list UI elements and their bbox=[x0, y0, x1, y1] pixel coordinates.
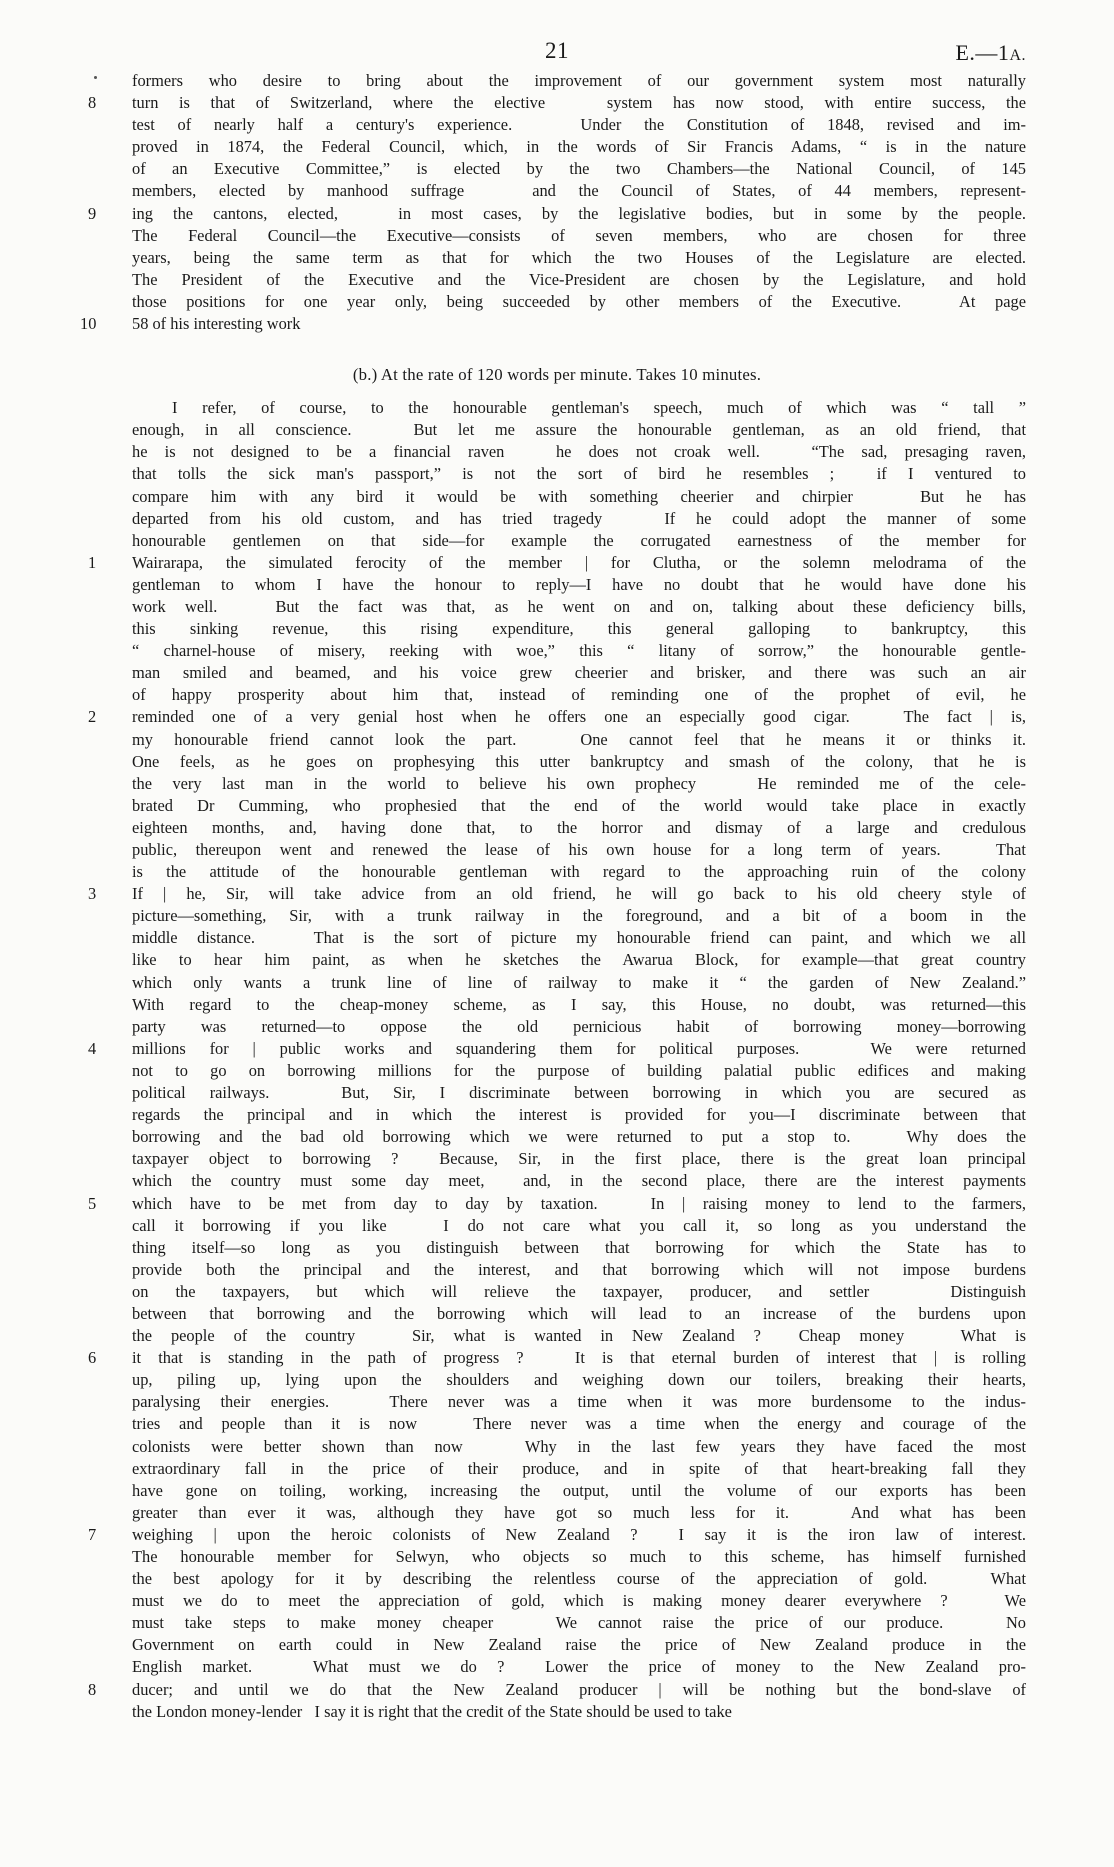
line-text: party was returned—to oppose the old pernicious habit of borrowing money—borrowing bbox=[132, 1016, 1026, 1036]
line-text: eighteen months, and, having done that, to the horror and dismay of a large and credulous bbox=[132, 817, 1026, 837]
text-line bbox=[132, 596, 1026, 618]
line-marker: 8 bbox=[88, 1679, 97, 1699]
text-line bbox=[132, 1612, 1026, 1634]
text-line bbox=[132, 291, 1026, 313]
text-line bbox=[132, 1303, 1026, 1325]
text-line bbox=[132, 269, 1026, 291]
text-line bbox=[132, 618, 1026, 640]
text-line bbox=[132, 508, 1026, 530]
line-text: test of nearly half a century's experience. Under the Constitution of 1848, revised and im- bbox=[132, 115, 1026, 135]
line-text: years, being the same term as that for which the two Houses of the Legislature are elected. bbox=[132, 247, 1026, 267]
line-marker: 6 bbox=[88, 1348, 97, 1368]
line-text: which have to be met from day to day by taxation. In | raising money to lend to the farmers, bbox=[132, 1193, 1026, 1213]
line-text: not to go on borrowing millions for the purpose of building palatial public edifices and making bbox=[132, 1060, 1026, 1080]
line-text: 58 of his interesting work bbox=[132, 314, 301, 334]
text-line bbox=[132, 684, 1026, 706]
line-text: I refer, of course, to the honourable gentleman's speech, much of which was “ tall ” bbox=[172, 398, 1026, 418]
line-text: If | he, Sir, will take advice from an old friend, he will go back to his old cheery style of bbox=[132, 884, 1026, 904]
line-text: extraordinary fall in the price of their produce, and in spite of that heart-breaking fall they bbox=[132, 1458, 1026, 1478]
line-text: ing the cantons, elected, in most cases, by the legislative bodies, but in some by the people. bbox=[132, 203, 1026, 223]
line-text: millions for | public works and squandering them for political purposes. We were returned bbox=[132, 1038, 1026, 1058]
line-text: provide both the principal and the interest, and that borrowing which will not impose burdens bbox=[132, 1259, 1026, 1279]
text-line bbox=[132, 1436, 1026, 1458]
text-line bbox=[132, 136, 1026, 158]
line-text: man smiled and beamed, and his voice grew cheerier and brisker, and there was such an air bbox=[132, 663, 1026, 683]
text-line bbox=[132, 1237, 1026, 1259]
line-text: Government on earth could in New Zealand raise the price of New Zealand produce in the bbox=[132, 1635, 1026, 1655]
page-number: 21 bbox=[545, 38, 569, 63]
line-text: brated Dr Cumming, who prophesied that the end of the world would take place in exactly bbox=[132, 795, 1026, 815]
text-line bbox=[88, 1679, 1026, 1701]
line-text: gentleman to whom I have the honour to reply—I have no doubt that he would have done his bbox=[132, 574, 1026, 594]
text-line bbox=[132, 463, 1026, 485]
line-text: like to hear him paint, as when he sketches the Awarua Block, for example—that great country bbox=[132, 950, 1026, 970]
line-text: of an Executive Committee,” is elected by the two Chambers—the National Council, of 145 bbox=[132, 159, 1026, 179]
text-line bbox=[88, 883, 1026, 905]
line-text: regards the principal and in which the interest is provided for you—I discriminate between that bbox=[132, 1105, 1026, 1125]
text-line bbox=[132, 486, 1026, 508]
section-one-lines bbox=[80, 70, 1026, 335]
text-line bbox=[132, 114, 1026, 136]
line-text: The President of the Executive and the Vice-President are chosen by the Legislature, and hold bbox=[132, 269, 1026, 289]
line-text: ducer; and until we do that the New Zealand producer | will be nothing but the bond-slave of bbox=[132, 1679, 1026, 1699]
line-text: turn is that of Switzerland, where the elective system has now stood, with entire success, the bbox=[132, 93, 1026, 113]
text-line bbox=[132, 905, 1026, 927]
line-text: must take steps to make money cheaper We cannot raise the price of our produce. No bbox=[132, 1613, 1026, 1633]
text-line bbox=[88, 203, 1026, 225]
text-line bbox=[80, 313, 1026, 335]
line-text: borrowing and the bad old borrowing which we were returned to put a stop to. Why does the bbox=[132, 1127, 1026, 1147]
text-line bbox=[132, 773, 1026, 795]
line-text: weighing | upon the heroic colonists of New Zealand ? I say it is the iron law of interest. bbox=[132, 1524, 1026, 1544]
line-text: reminded one of a very genial host when he offers one an especially good cigar. The fact | is, bbox=[132, 707, 1026, 727]
line-text: the people of the country Sir, what is wanted in New Zealand ? Cheap money What is bbox=[132, 1326, 1026, 1346]
text-line bbox=[132, 1391, 1026, 1413]
text-line bbox=[132, 441, 1026, 463]
line-text: he is not designed to be a financial raven he does not croak well. “The sad, presaging raven, bbox=[132, 442, 1026, 462]
line-marker: 2 bbox=[88, 707, 97, 727]
line-text: that tolls the sick man's passport,” is not the sort of bird he resembles ; if I ventured to bbox=[132, 464, 1026, 484]
section-subheading: (b.) At the rate of 120 words per minute. Takes 10 minutes. bbox=[352, 365, 762, 385]
doc-ref-main: E.—1 bbox=[955, 40, 1010, 65]
line-text: formers who desire to bring about the improvement of our government system most naturally bbox=[132, 71, 1026, 90]
text-line bbox=[132, 1104, 1026, 1126]
line-text: middle distance. That is the sort of picture my honourable friend can paint, and which we all bbox=[132, 928, 1026, 948]
section-two-block bbox=[88, 397, 1026, 1723]
text-line bbox=[132, 1502, 1026, 1524]
text-line bbox=[132, 662, 1026, 684]
line-text: is the attitude of the honourable gentleman with regard to the approaching ruin of the colony bbox=[132, 862, 1026, 882]
text-line bbox=[132, 1082, 1026, 1104]
line-text: political railways. But, Sir, I discriminate between borrowing in which you are secured as bbox=[132, 1083, 1026, 1103]
section-one-block bbox=[80, 70, 1026, 335]
text-line bbox=[132, 1656, 1026, 1678]
text-line bbox=[132, 795, 1026, 817]
line-text: have gone on toiling, working, increasing the output, until the volume of our exports has been bbox=[132, 1480, 1026, 1500]
line-text: members, elected by manhood suffrage and the Council of States, of 44 members, represent- bbox=[132, 181, 1026, 201]
text-line bbox=[132, 972, 1026, 994]
line-text: paralysing their energies. There never was a time when it was more burdensome to the indus- bbox=[132, 1392, 1026, 1412]
text-line bbox=[132, 949, 1026, 971]
text-line bbox=[132, 1458, 1026, 1480]
line-text: work well. But the fact was that, as he went on and on, talking about these deficiency bills, bbox=[132, 596, 1026, 616]
text-line bbox=[132, 70, 1026, 92]
text-line bbox=[88, 706, 1026, 728]
text-line bbox=[132, 1126, 1026, 1148]
text-line bbox=[132, 530, 1026, 552]
text-line bbox=[132, 927, 1026, 949]
line-text: One feels, as he goes on prophesying this utter bankruptcy and smash of the colony, that he is bbox=[132, 751, 1026, 771]
line-marker: 7 bbox=[88, 1524, 97, 1544]
text-line bbox=[88, 1038, 1026, 1060]
section-two-lines bbox=[88, 397, 1026, 1723]
line-text: those positions for one year only, being succeeded by other members of the Executive. At page bbox=[132, 291, 1026, 311]
line-marker: 8 bbox=[88, 93, 97, 113]
line-text: greater than ever it was, although they have got so much less for it. And what has been bbox=[132, 1502, 1026, 1522]
line-text: must we do to meet the appreciation of gold, which is making money dearer everywhere ? We bbox=[132, 1591, 1026, 1611]
line-text: picture—something, Sir, with a trunk railway in the foreground, and a bit of a boom in the bbox=[132, 906, 1026, 926]
line-marker: 10 bbox=[80, 314, 97, 334]
line-text: thing itself—so long as you distinguish between that borrowing for which the State has to bbox=[132, 1237, 1026, 1257]
text-line bbox=[88, 552, 1026, 574]
line-text: tries and people than it is now There never was a time when the energy and courage of the bbox=[132, 1414, 1026, 1434]
text-line bbox=[132, 1148, 1026, 1170]
line-text: which only wants a trunk line of line of railway to make it “ the garden of New Zealand.” bbox=[132, 972, 1026, 992]
line-text: “ charnel-house of misery, reeking with woe,” this “ litany of sorrow,” the honourable gentle- bbox=[132, 641, 1026, 661]
text-line bbox=[132, 817, 1026, 839]
text-line bbox=[132, 1701, 1026, 1723]
text-line bbox=[132, 1546, 1026, 1568]
line-text: it that is standing in the path of progress ? It is that eternal burden of interest that | is rolling bbox=[132, 1348, 1026, 1368]
text-line bbox=[88, 92, 1026, 114]
text-line bbox=[132, 397, 1026, 419]
text-line bbox=[132, 1215, 1026, 1237]
line-text: this sinking revenue, this rising expenditure, this general galloping to bankruptcy, this bbox=[132, 619, 1026, 639]
page-header bbox=[88, 0, 1026, 70]
line-text: the very last man in the world to believe his own prophecy He reminded me of the cele- bbox=[132, 773, 1026, 793]
text-line bbox=[132, 1016, 1026, 1038]
line-text: call it borrowing if you like I do not care what you call it, so long as you understand the bbox=[132, 1215, 1026, 1235]
text-line bbox=[132, 158, 1026, 180]
text-line bbox=[132, 180, 1026, 202]
text-line bbox=[132, 1281, 1026, 1303]
line-text: proved in 1874, the Federal Council, which, in the words of Sir Francis Adams, “ is in the nature bbox=[132, 137, 1026, 157]
line-text: the London money-lender I say it is right that the credit of the State should be used to take bbox=[132, 1701, 732, 1721]
text-line bbox=[132, 640, 1026, 662]
line-text: taxpayer object to borrowing ? Because, Sir, in the first place, there is the great loan principal bbox=[132, 1149, 1026, 1169]
line-marker: 9 bbox=[88, 203, 97, 223]
line-marker: 4 bbox=[88, 1038, 97, 1058]
line-text: With regard to the cheap-money scheme, as I say, this House, no doubt, was returned—this bbox=[132, 994, 1026, 1014]
text-line bbox=[132, 751, 1026, 773]
line-text: The honourable member for Selwyn, who objects so much to this scheme, has himself furnished bbox=[132, 1547, 1026, 1566]
page-body bbox=[80, 70, 1026, 1723]
text-line bbox=[88, 1193, 1026, 1215]
text-line bbox=[132, 1568, 1026, 1590]
line-text: The Federal Council—the Executive—consists of seven members, who are chosen for three bbox=[132, 225, 1026, 245]
text-line bbox=[132, 994, 1026, 1016]
text-line bbox=[132, 1259, 1026, 1281]
text-line bbox=[132, 1634, 1026, 1656]
text-line bbox=[88, 1524, 1026, 1546]
line-text: Wairarapa, the simulated ferocity of the member | for Clutha, or the solemn melodrama of the bbox=[132, 552, 1026, 572]
line-text: departed from his old custom, and has tried tragedy If he could adopt the manner of some bbox=[132, 508, 1026, 528]
line-text: on the taxpayers, but which will relieve the taxpayer, producer, and settler Distinguish bbox=[132, 1281, 1026, 1301]
line-marker: 1 bbox=[88, 552, 97, 572]
text-line bbox=[132, 1369, 1026, 1391]
line-text: honourable gentlemen on that side—for example the corrugated earnestness of the member for bbox=[132, 530, 1026, 550]
line-text: compare him with any bird it would be with something cheerier and chirpier But he has bbox=[132, 486, 1026, 506]
text-line bbox=[132, 225, 1026, 247]
text-line bbox=[132, 1590, 1026, 1612]
line-text: up, piling up, lying upon the shoulders and weighing down our toilers, breaking their hearts, bbox=[132, 1370, 1026, 1390]
line-text: which the country must some day meet, and, in the second place, there are the interest payments bbox=[132, 1171, 1026, 1191]
text-line bbox=[132, 1170, 1026, 1192]
text-line bbox=[132, 1325, 1026, 1347]
text-line bbox=[132, 1060, 1026, 1082]
text-line bbox=[132, 1480, 1026, 1502]
text-line bbox=[88, 1347, 1026, 1369]
text-line bbox=[132, 247, 1026, 269]
line-text: my honourable friend cannot look the part. One cannot feel that he means it or thinks it. bbox=[132, 729, 1026, 749]
text-line bbox=[132, 729, 1026, 751]
line-text: public, thereupon went and renewed the lease of his own house for a long term of years. That bbox=[132, 840, 1026, 859]
text-line bbox=[132, 839, 1026, 861]
document-reference bbox=[955, 40, 1026, 66]
line-text: of happy prosperity about him that, instead of reminding one of the prophet of evil, he bbox=[132, 685, 1026, 705]
text-line bbox=[132, 419, 1026, 441]
line-text: enough, in all conscience. But let me assure the honourable gentleman, as an old friend, that bbox=[132, 420, 1026, 440]
line-text: between that borrowing and the borrowing which will lead to an increase of the burdens upon bbox=[132, 1303, 1026, 1323]
text-line bbox=[132, 574, 1026, 596]
line-marker: 5 bbox=[88, 1193, 97, 1213]
line-text: the best apology for it by describing the relentless course of the appreciation of gold. What bbox=[132, 1569, 1026, 1589]
margin-mark bbox=[94, 76, 97, 79]
text-line bbox=[132, 861, 1026, 883]
line-marker: 3 bbox=[88, 884, 97, 904]
text-line bbox=[132, 1413, 1026, 1435]
line-text: colonists were better shown than now Why in the last few years they have faced the most bbox=[132, 1436, 1026, 1456]
doc-ref-sub: A. bbox=[1009, 47, 1026, 64]
line-text: English market. What must we do ? Lower the price of money to the New Zealand pro- bbox=[132, 1657, 1026, 1677]
